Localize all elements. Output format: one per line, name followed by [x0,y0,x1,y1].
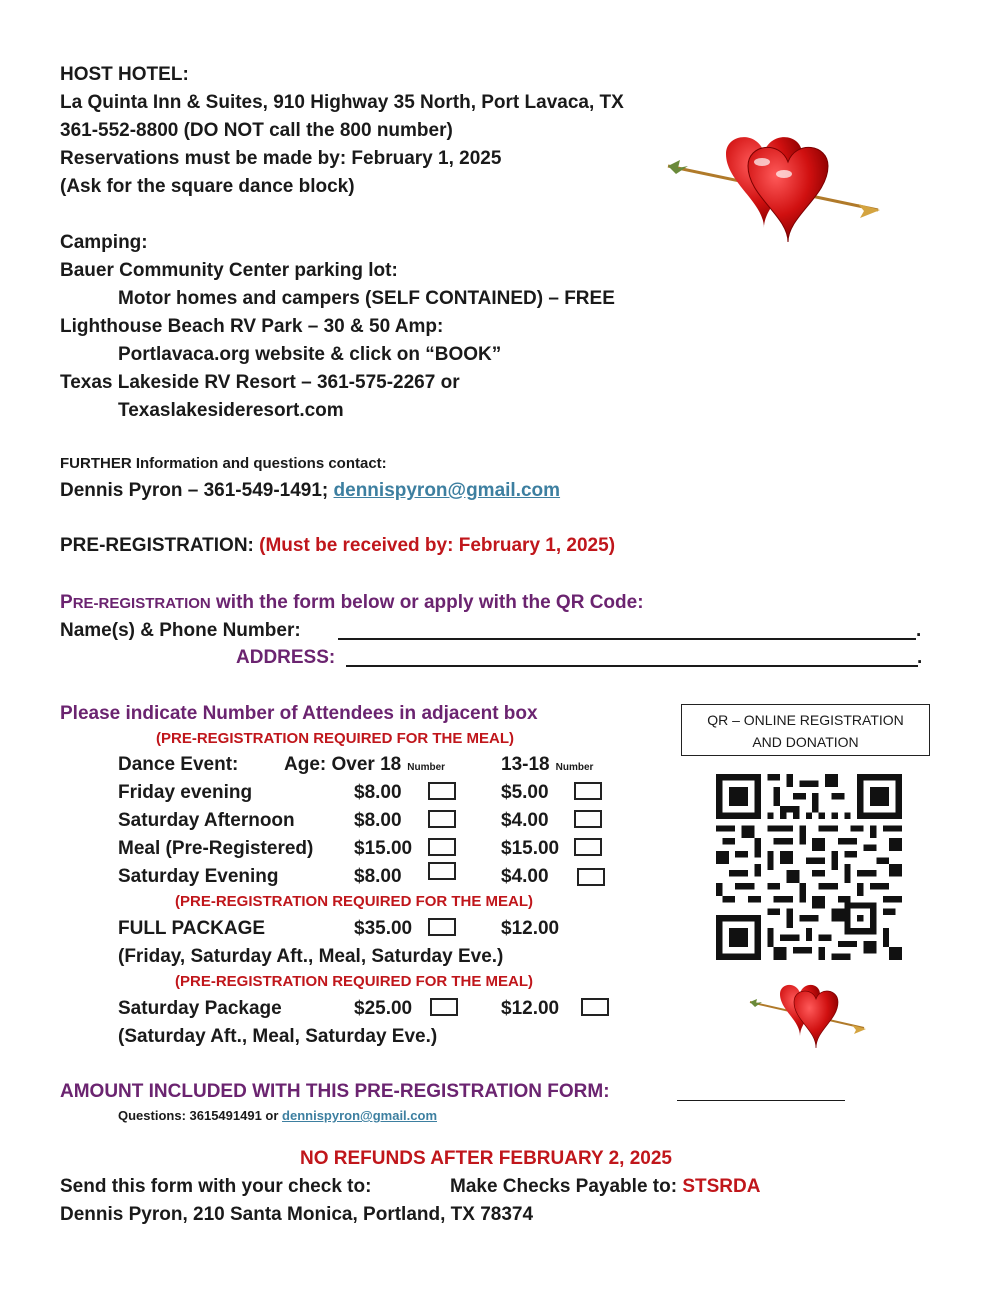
prereg-line [60,535,615,557]
col-age-teen-header [501,754,593,776]
sat-package-adult-price: $25.00 [354,998,413,1019]
teen-count-box[interactable] [574,810,602,828]
camping-line: Texas Lakeside RV Resort – 361-575-2267 or [60,372,460,393]
contact-label: FURTHER Information and questions contact: [60,455,387,472]
no-refunds-notice: NO REFUNDS AFTER FEBRUARY 2, 2025 [300,1148,672,1169]
payable-label: Make Checks Payable to: [450,1176,683,1197]
meal-note: (PRE-REGISTRATION REQUIRED FOR THE MEAL) [175,893,534,910]
camping-line: Portlavaca.org website & click on “BOOK” [118,344,502,365]
prereg-intro [60,592,644,614]
full-package-detail: (Friday, Saturday Aft., Meal, Saturday Eve.) [118,946,504,967]
sat-package-teen-price: $12.00 [501,998,560,1019]
amount-input[interactable] [677,1082,845,1101]
qr-label-line1: QR – ONLINE REGISTRATION [707,712,904,728]
payee-name: STSRDA [682,1176,761,1197]
col-age-over-label: Age: Over 18 [284,754,402,775]
col-number-label: Number [555,762,594,773]
event-name: Saturday Evening [118,866,279,887]
camping-line: Motor homes and campers (SELF CONTAINED) – FREE [118,288,615,309]
address-field-period: . [917,647,923,668]
questions-line [118,1108,437,1123]
adult-count-box[interactable] [428,862,456,880]
meal-note: (PRE-REGISTRATION REQUIRED FOR THE MEAL) [175,973,534,990]
prereg-label: PRE-REGISTRATION: [60,535,260,556]
host-hotel-heading: HOST HOTEL: [60,64,189,85]
col-age-teen-label: 13-18 [501,754,550,775]
name-field-label: Name(s) & Phone Number: [60,620,301,641]
teen-count-box[interactable] [574,838,602,856]
address-field-label: ADDRESS: [236,647,336,668]
hotel-note: (Ask for the square dance block) [60,176,355,197]
adult-count-box[interactable] [428,810,456,828]
amount-label: AMOUNT INCLUDED WITH THIS PRE-REGISTRATION FORM: [60,1081,610,1102]
questions-email-link[interactable]: dennispyron@gmail.com [282,1108,438,1123]
event-name: Saturday Afternoon [118,810,295,831]
teen-price: $5.00 [501,782,549,803]
adult-price: $8.00 [354,866,402,887]
qr-label-box [681,704,930,756]
sat-package-name: Saturday Package [118,998,282,1019]
adult-price: $8.00 [354,810,402,831]
camping-line: Texaslakesideresort.com [118,400,344,421]
contact-email-link[interactable]: dennispyron@gmail.com [333,480,561,501]
questions-prefix: Questions: 3615491491 or [118,1108,283,1123]
col-event-header: Dance Event: [118,754,239,775]
prereg-intro-smallcaps: RE-REGISTRATION [72,595,211,612]
sat-package-detail: (Saturday Aft., Meal, Saturday Eve.) [118,1026,438,1047]
meal-note: (PRE-REGISTRATION REQUIRED FOR THE MEAL) [156,730,515,747]
prereg-intro-rest: with the form below or apply with the QR Code: [210,592,644,613]
full-package-name: FULL PACKAGE [118,918,266,939]
attendees-heading: Please indicate Number of Attendees in adjacent box [60,703,538,724]
payable-line [450,1176,760,1198]
qr-label-line2: AND DONATION [752,734,859,750]
contact-line [60,480,560,502]
adult-count-box[interactable] [428,838,456,856]
full-package-teen-price: $12.00 [501,918,560,939]
hearts-with-arrow-icon [664,132,886,252]
name-field-period: . [916,620,922,641]
camping-line: Lighthouse Beach RV Park – 30 & 50 Amp: [60,316,444,337]
qr-code-icon[interactable] [716,774,902,960]
sat-package-teen-box[interactable] [581,998,609,1016]
sat-package-adult-box[interactable] [430,998,458,1016]
prereg-deadline: (Must be received by: February 1, 2025) [259,535,616,556]
camping-heading: Camping: [60,232,148,253]
teen-count-box[interactable] [577,868,605,886]
teen-price: $4.00 [501,866,549,887]
event-name: Meal (Pre-Registered) [118,838,314,859]
adult-count-box[interactable] [428,782,456,800]
teen-count-box[interactable] [574,782,602,800]
event-name: Friday evening [118,782,253,803]
prereg-intro-first-letter: P [60,592,73,613]
camping-line: Bauer Community Center parking lot: [60,260,398,281]
col-age-over-header [284,754,445,776]
teen-price: $4.00 [501,810,549,831]
teen-price: $15.00 [501,838,560,859]
contact-name-phone: Dennis Pyron – 361-549-1491; [60,480,334,501]
adult-price: $15.00 [354,838,413,859]
hotel-address: La Quinta Inn & Suites, 910 Highway 35 North, Port Lavaca, TX [60,92,624,113]
reservation-deadline: Reservations must be made by: February 1, 2025 [60,148,502,169]
col-number-label: Number [407,762,446,773]
adult-price: $8.00 [354,782,402,803]
send-to-label: Send this form with your check to: [60,1176,372,1197]
hotel-phone: 361-552-8800 (DO NOT call the 800 number) [60,120,453,141]
hearts-with-arrow-icon [748,982,870,1052]
address-field-input[interactable] [346,645,918,667]
mail-address: Dennis Pyron, 210 Santa Monica, Portland, TX 78374 [60,1204,534,1225]
full-package-adult-price: $35.00 [354,918,413,939]
full-package-adult-box[interactable] [428,918,456,936]
name-field-input[interactable] [338,618,916,640]
